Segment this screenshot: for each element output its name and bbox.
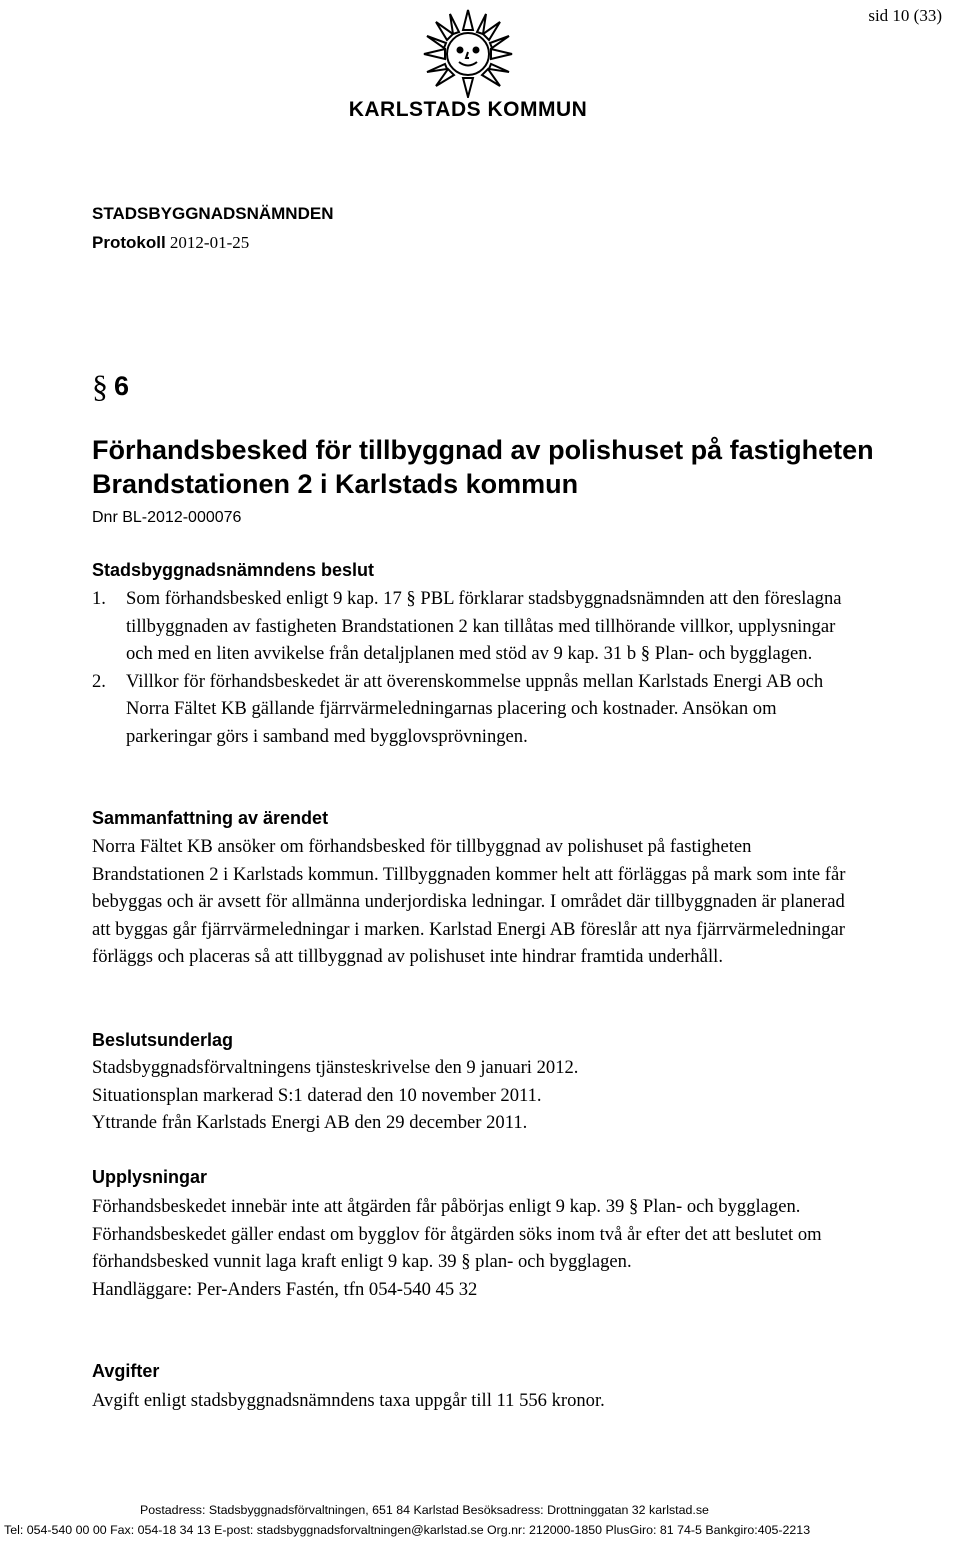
fees-text: Avgift enligt stadsbyggnadsnämndens taxa uppgår till 11 556 kronor. [92, 1390, 605, 1411]
decision-item [92, 668, 852, 751]
section-symbol: § [92, 368, 108, 404]
protocol-label: Protokoll [92, 233, 166, 252]
section-number [92, 366, 129, 403]
committee-name: STADSBYGGNADSNÄMNDEN [92, 204, 334, 223]
decision-item-number: 1. [92, 588, 106, 609]
info-line: Handläggare: Per-Anders Fastén, tfn 054-540 45 32 [92, 1278, 478, 1300]
page-title: Förhandsbesked för tillbyggnad av polishuset på fastigheten Brandstationen 2 i Karlstads kommun [92, 435, 874, 499]
logo-text: KARLSTADS KOMMUN [348, 98, 588, 121]
case-number: Dnr BL-2012-000076 [92, 509, 242, 526]
basis-line: Situationsplan markerad S:1 daterad den 10 november 2011. [92, 1084, 542, 1106]
karlstads-kommun-logo [345, 6, 591, 120]
decision-list [92, 585, 852, 750]
decision-heading: Stadsbyggnadsnämndens beslut [92, 560, 375, 580]
page-number: sid 10 (33) [868, 6, 942, 25]
info-heading: Upplysningar [92, 1167, 208, 1187]
summary-heading: Sammanfattning av ärendet [92, 808, 329, 828]
basis-line: Stadsbyggnadsförvaltningens tjänsteskrivelse den 9 januari 2012. [92, 1057, 579, 1078]
info-list [92, 1193, 862, 1303]
summary-text: Norra Fältet KB ansöker om förhandsbesked för tillbyggnad av polishuset på fastigheten Brandstationen 2 i Karlstads kommun. Tillbyggnaden kommer helt att förläggas på mark som inte får bebyggas och är avsett för allmänna underjordiska ledningar. I området där tillbyggnaden är planerad att byggas går fjärrvärmeledningar i marken. Karlstad Energi AB föreslår att nya fjärrvärmeledningar förläggs och placeras så att tillbyggnad av polishuset inte hindrar framtida underhåll. [92, 836, 846, 967]
decision-item-text: Som förhandsbesked enligt 9 kap. 17 § PBL förklarar stadsbyggnadsnämnden att den föreslagna tillbyggnaden av fastigheten Brandstationen 2 kan tillåtas med tillhörande villkor, upplysningar och med en liten avvikelse från detaljplanen med stöd av 9 kap. 31 b § Plan- och bygglagen. [126, 588, 842, 664]
decision-item-number: 2. [92, 670, 106, 692]
info-line: Förhandsbeskedet gäller endast om bygglov för åtgärden söks inom två år efter det att beslutet om förhandsbesked vunnit laga kraft enligt 9 kap. 39 § plan- och bygglagen. [92, 1223, 822, 1272]
basis-list [92, 1054, 862, 1137]
protocol-date: 2012-01-25 [169, 233, 250, 252]
sun-logo-icon [421, 6, 515, 98]
basis-heading: Beslutsunderlag [92, 1030, 234, 1050]
info-line: Förhandsbeskedet innebär inte att åtgärden får påbörjas enligt 9 kap. 39 § Plan- och bygglagen. [92, 1196, 801, 1217]
footer-address: Postadress: Stadsbyggnadsförvaltningen, 651 84 Karlstad Besöksadress: Drottninggatan 32 karlstad.se [140, 1503, 709, 1517]
basis-line: Yttrande från Karlstads Energi AB den 29 december 2011. [92, 1112, 528, 1133]
decision-item-text: Villkor för förhandsbeskedet är att överenskommelse uppnås mellan Karlstads Energi AB och Norra Fältet KB gällande fjärrvärmeledningarnas placering och kostnader. Ansökan om parkeringar görs i samband med bygglovsprövningen. [126, 670, 824, 747]
fees-heading: Avgifter [92, 1361, 160, 1381]
section-number-value: 6 [114, 371, 130, 401]
footer-contact: Tel: 054-540 00 00 Fax: 054-18 34 13 E-post: stadsbyggnadsforvaltningen@karlstad.se Org.nr: 212000-1850 PlusGiro: 81 74-5 Bankgiro:405-2213 [4, 1523, 811, 1537]
decision-item [92, 585, 852, 668]
protocol-line [92, 233, 249, 253]
